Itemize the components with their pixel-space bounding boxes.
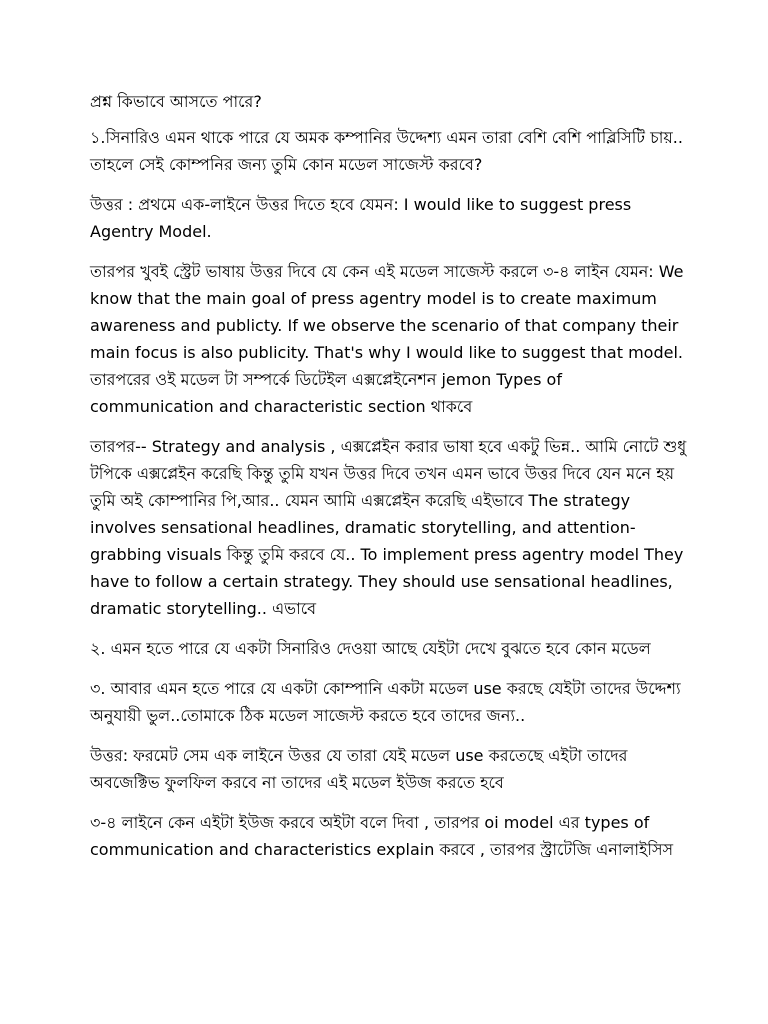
paragraph-scenario-2: ২. এমন হতে পারে যে একটা সিনারিও দেওয়া আছে যেইটা দেখে বুঝতে হবে কোন মডেল — [90, 639, 651, 658]
paragraph-scenario-1: ১.সিনারিও এমন থাকে পারে যে অমক কম্পানির উদ্দেশ্য এমন তারা বেশি বেশি পাব্লিসিটি চায়.. তাহলে সেই কোম্পনির জন্য তুমি কোন মডেল সাজেস্ট করবে? — [90, 128, 683, 174]
paragraph-strategy: তারপর-- Strategy and analysis , এক্সপ্লেইন করার ভাষা হবে একটু ভিন্ন.. আমি নোটে শুধু টপিকে এক্সপ্লেইন করেছি কিন্তু তুমি যখন উত্তর দিবে তখন এমন ভাবে উত্তর দিবে যেন মনে হয় তুমি অই কোম্পানির পি,আর.. যেমন আমি এক্সপ্লেইন করেছি এইভাবে The strategy involves sensational headlines, dramatic storytelling, and attention-grabbing visuals কিন্তু তুমি করবে যে.. To implement press agentry model They have to follow a certain strategy. They should use sensational headlines, dramatic storytelling.. এভাবে — [90, 437, 687, 618]
paragraph-answer-1: উত্তর : প্রথমে এক-লাইনে উত্তর দিতে হবে যেমন: I would like to suggest press Agentry Model. — [90, 195, 632, 241]
document-page — [90, 88, 690, 876]
paragraph-answer-format: উত্তর: ফরমেট সেম এক লাইনে উত্তর যে তারা যেই মডেল use করতেছে এইটা তাদের অবজেক্টিভ ফুলফিল করবে না তাদের এই মডেল ইউজ করতে হবে — [90, 746, 628, 792]
paragraph-detail-explanation: তারপরের ওই মডেল টা সম্পর্কে ডিটেইল এক্সপ্লেইনেশন jemon Types of communication and characteristic section থাকবে — [90, 370, 562, 416]
paragraph-scenario-3: ৩. আবার এমন হতে পারে যে একটা কোম্পানি একটা মডেল use করছে যেইটা তাদের উদ্দেশ্য অনুযায়ী ভুল..তোমাকে ঠিক মডেল সাজেস্ট করতে হবে তাদের জন্য.. — [90, 679, 681, 725]
paragraph-reasoning: তারপর খুবই স্ট্রেট ভাষায় উত্তর দিবে যে কেন এই মডেল সাজেস্ট করলে ৩-৪ লাইন যেমন: We know that the main goal of press agentry model is to create maximum awareness and publicty. If we observe the scenario of that company their main focus is also publicity. That's why I would like to suggest that model. — [90, 262, 684, 362]
paragraph-final-steps: ৩-৪ লাইনে কেন এইটা ইউজ করবে অইটা বলে দিবা , তারপর oi model এর types of communication and characteristics explain করবে , তারপর স্ট্রাটেজি এনালাইসিস — [90, 813, 674, 859]
question-heading: প্রশ্ন কিভাবে আসতে পারে? — [90, 92, 262, 111]
